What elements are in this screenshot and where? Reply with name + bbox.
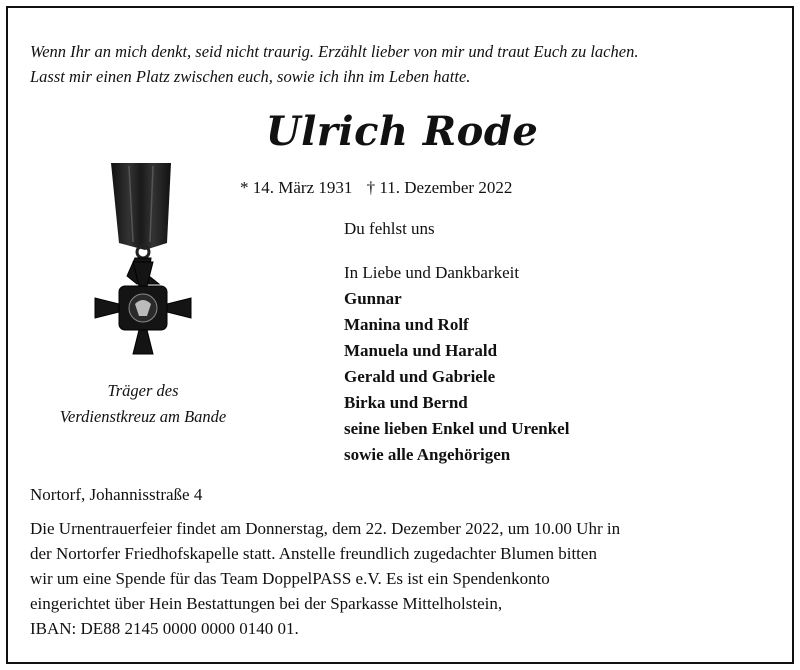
body-line: IBAN: DE88 2145 0000 0000 0140 01.: [30, 619, 299, 638]
verse: [30, 39, 780, 89]
body-line: eingerichtet über Hein Bestattungen bei der Sparkasse Mittelholstein,: [30, 594, 503, 613]
death-date: † 11. Dezember 2022: [366, 178, 513, 197]
mourner: Manuela und Harald: [344, 341, 498, 360]
service-details: [30, 516, 780, 641]
mourner: sowie alle Angehörigen: [344, 445, 511, 464]
verse-line: Wenn Ihr an mich denkt, seid nicht traurig. Erzählt lieber von mir und traut Euch zu lachen.: [30, 42, 639, 61]
merit-cross-medal-icon: [83, 158, 203, 372]
life-dates: [240, 178, 522, 198]
mourner: Manina und Rolf: [344, 315, 469, 334]
caption-line: Träger des: [107, 381, 179, 400]
obituary-notice: [6, 6, 794, 664]
body-line: Die Urnentrauerfeier findet am Donnerstag, dem 22. Dezember 2022, um 10.00 Uhr in: [30, 519, 621, 538]
body-line: der Nortorfer Friedhofskapelle statt. Anstelle freundlich zugedachter Blumen bitten: [30, 544, 597, 563]
mourner: Gunnar: [344, 289, 402, 308]
miss-line: Du fehlst uns: [344, 219, 435, 238]
body-line: wir um eine Spende für das Team DoppelPASS e.V. Es ist ein Spendenkonto: [30, 569, 550, 588]
address: Nortorf, Johannisstraße 4: [30, 485, 203, 504]
mourners-block: [344, 260, 569, 468]
intro-line: In Liebe und Dankbarkeit: [344, 263, 520, 282]
verse-line: Lasst mir einen Platz zwischen euch, sowie ich ihn im Leben hatte.: [30, 67, 471, 86]
mourner: Birka und Bernd: [344, 393, 468, 412]
caption-line: Verdienstkreuz am Bande: [59, 407, 227, 426]
mourner: Gerald und Gabriele: [344, 367, 496, 386]
birth-date: * 14. März 1931: [240, 178, 353, 197]
mourner: seine lieben Enkel und Urenkel: [344, 419, 570, 438]
deceased-name: Ulrich Rode: [265, 108, 539, 155]
medal-caption: [28, 378, 258, 430]
